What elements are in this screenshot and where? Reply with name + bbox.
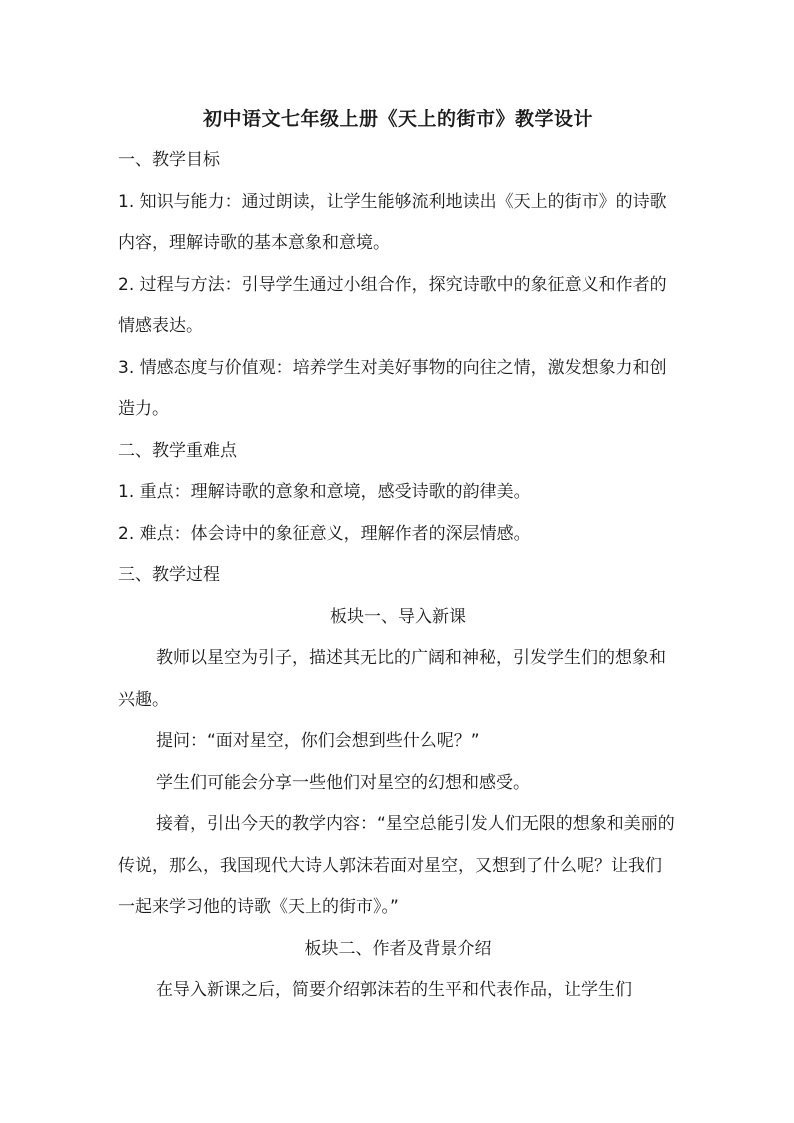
objective-item-3: 3. 情感态度与价值观：培养学生对美好事物的向往之情，激发想象力和创造力。 [118, 357, 667, 419]
document-page [118, 98, 678, 1012]
document-title: 初中语文七年级上册《天上的街市》教学设计 [202, 108, 593, 130]
block2-heading: 板块二、作者及背景介绍 [304, 938, 492, 959]
section-heading-keypoints: 二、教学重难点 [118, 440, 237, 461]
keypoint-item-2: 2. 难点：体会诗中的象征意义，理解作者的深层情感。 [118, 523, 531, 544]
block2-paragraph-1: 在导入新课之后，简要介绍郭沫若的生平和代表作品，让学生们 [156, 980, 632, 1000]
block1-paragraph-1: 教师以星空为引子，描述其无比的广阔和神秘，引发学生们的想象和兴趣。 [118, 648, 666, 710]
section-heading-process: 三、教学过程 [118, 565, 220, 585]
block1-paragraph-3: 学生们可能会分享一些他们对星空的幻想和感受。 [156, 772, 530, 793]
block1-heading: 板块一、导入新课 [330, 606, 466, 627]
keypoint-item-1: 1. 重点：理解诗歌的意象和意境，感受诗歌的韵律美。 [118, 482, 531, 502]
block1-paragraph-2: 提问：“面对星空，你们会想到些什么呢？” [156, 731, 480, 751]
objective-item-2: 2. 过程与方法：引导学生通过小组合作，探究诗歌中的象征意义和作者的情感表达。 [118, 274, 667, 336]
objective-item-1: 1. 知识与能力：通过朗读，让学生能够流利地读出《天上的街市》的诗歌内容，理解诗歌的基本意象和意境。 [118, 191, 667, 253]
section-heading-objectives: 一、教学目标 [118, 150, 220, 170]
block1-paragraph-4: 接着，引出今天的教学内容：“星空总能引发人们无限的想象和美丽的传说，那么，我国现代大诗人郭沫若面对星空，又想到了什么呢？让我们一起来学习他的诗歌《天上的街市》。” [118, 814, 675, 917]
